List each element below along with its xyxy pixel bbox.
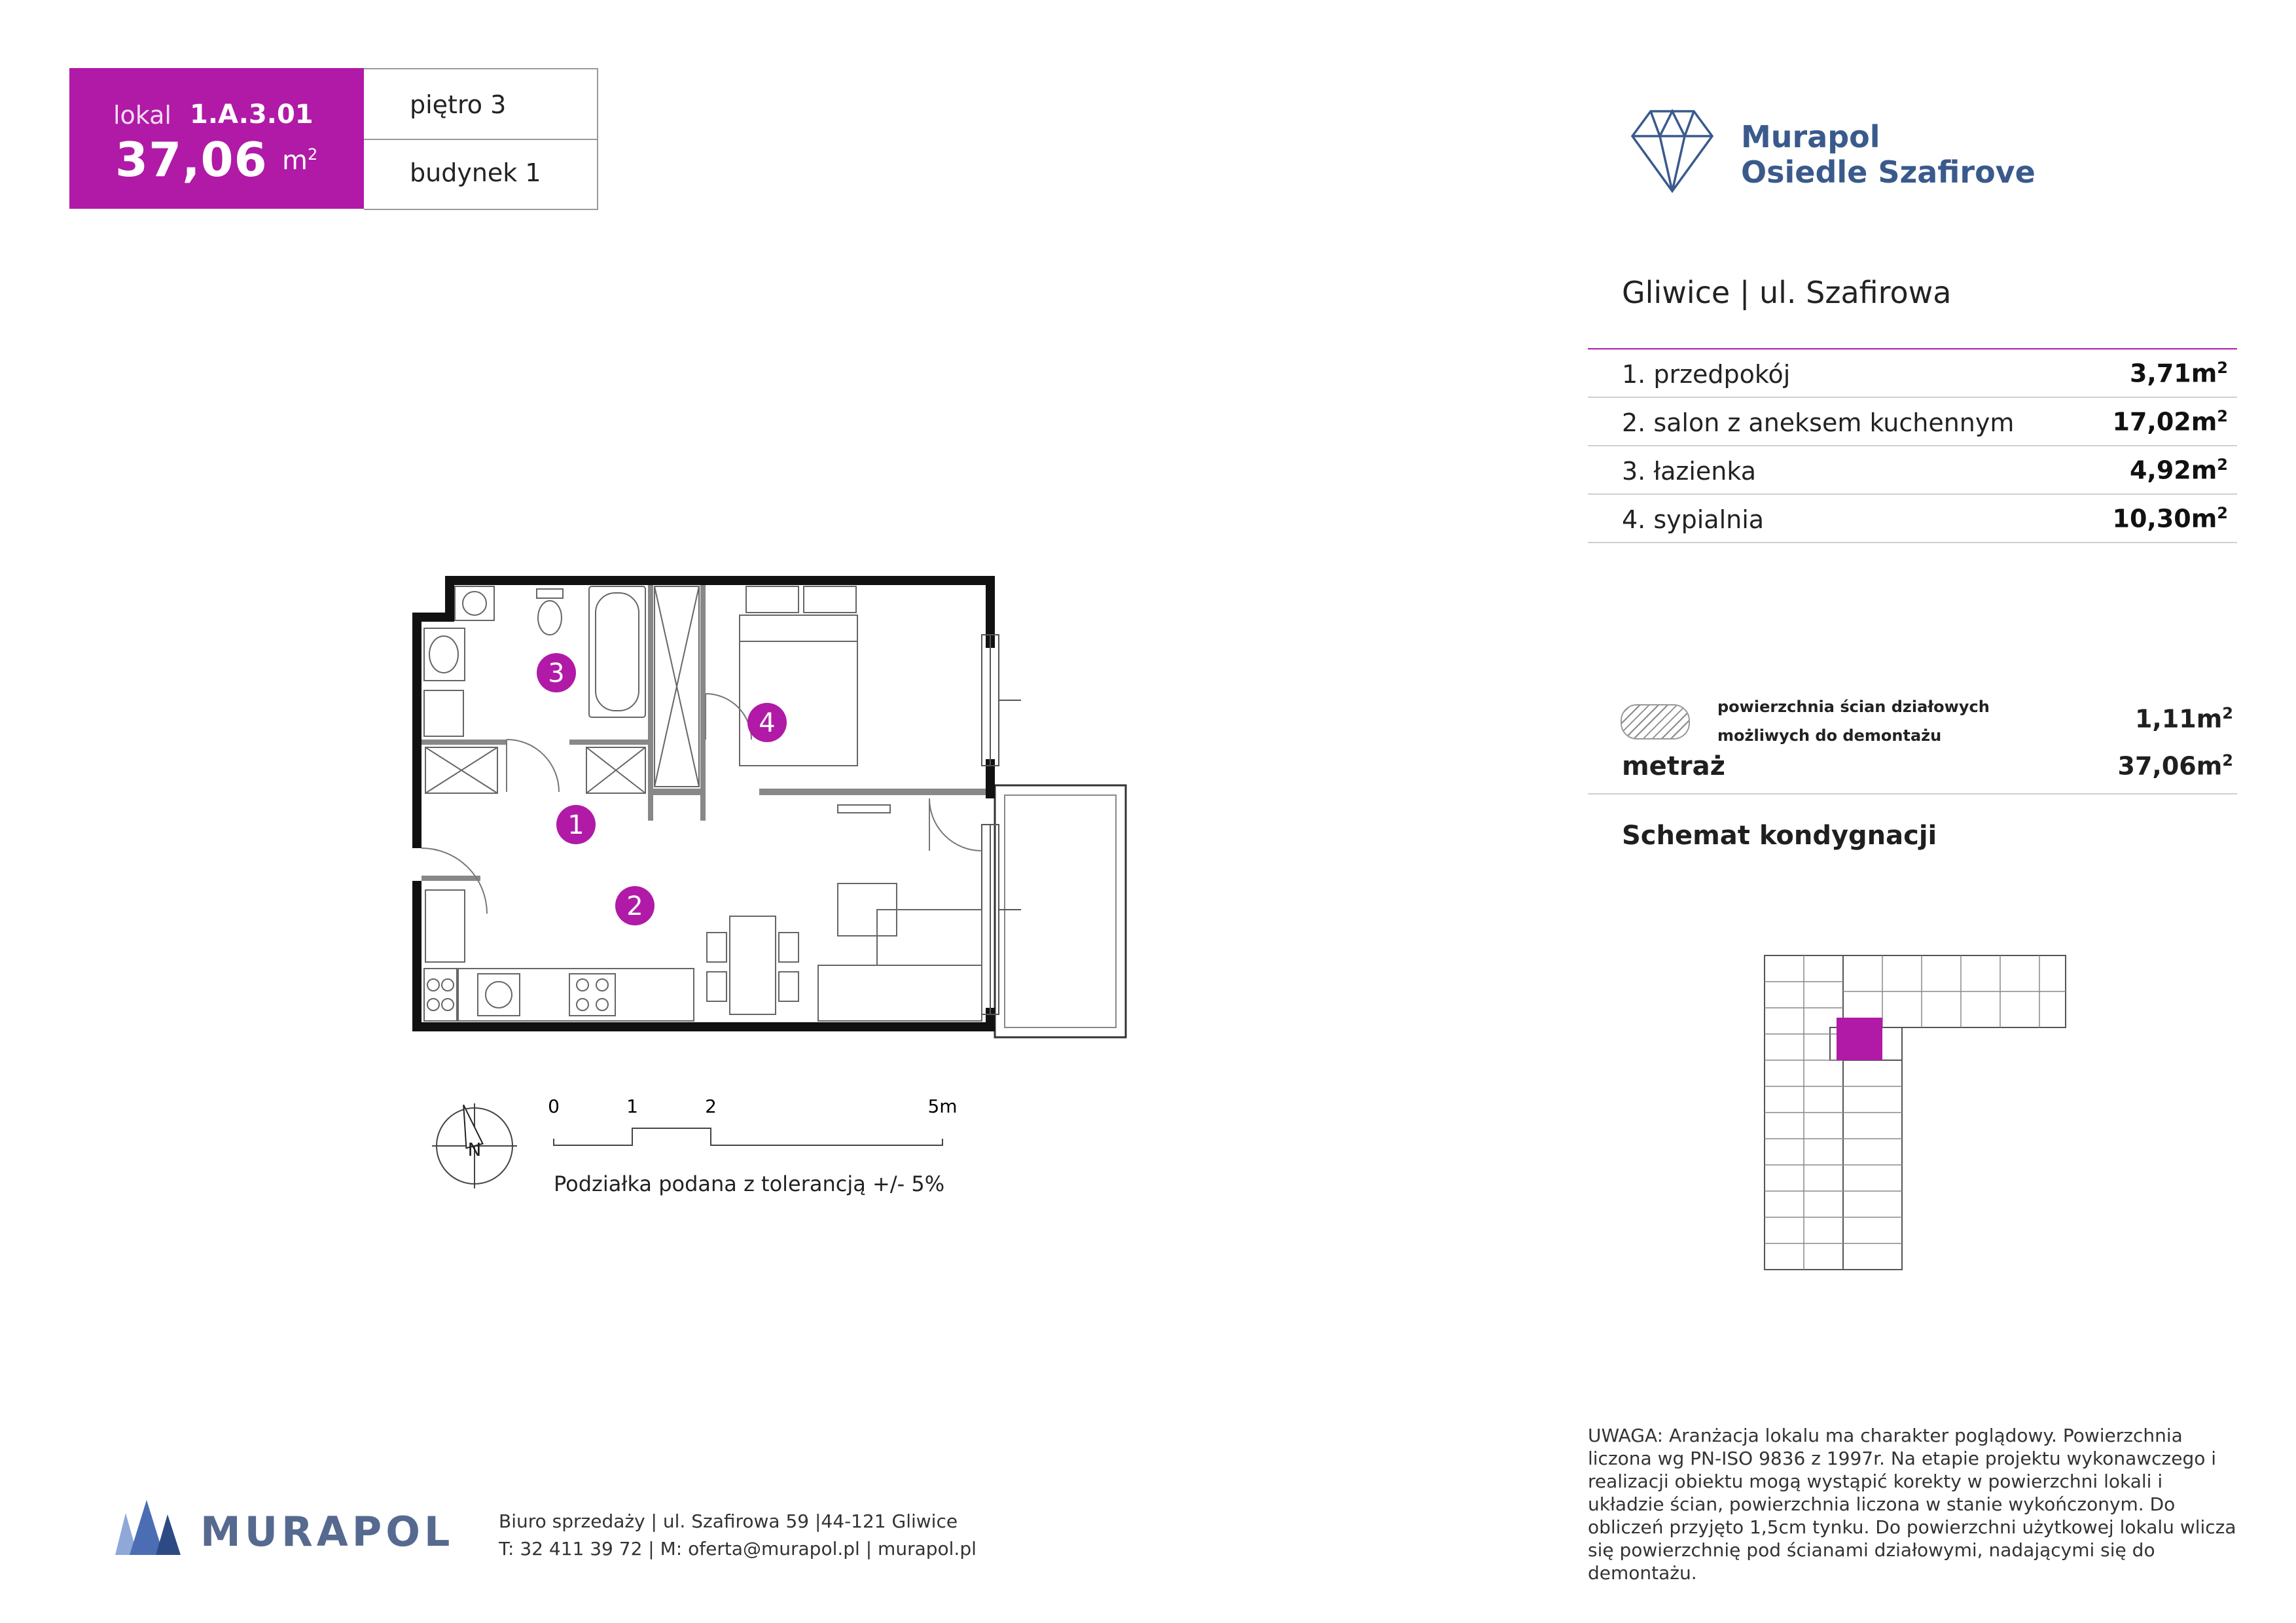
scale-tolerance: Podziałka podana z tolerancją +/- 5%: [554, 1171, 945, 1196]
metraz-label: metraż: [1622, 751, 1725, 781]
divider: [364, 139, 597, 140]
unit-code: 1.A.3.01: [190, 99, 314, 130]
unit-summary-box: [69, 68, 364, 209]
location-title: Gliwice | ul. Szafirowa: [1622, 275, 1952, 310]
schemat-title: Schemat kondygnacji: [1622, 821, 1937, 851]
unit-area-unit: $m^2$: [282, 145, 318, 176]
disclaimer-note: UWAGA: Aranżacja lokalu ma charakter poglądowy. Powierzchnia liczona wg PN-ISO 9836 z 1997r. Na etapie projektu wykonawczego i realizacji obiektu mogą wystąpić korekty w powierzchni lokali i układzie ścian, powierzchnia liczona w stanie wykończonym. Do obliczeń przyjęto 1,5cm tynku. Do powierzchni użytkowej lokalu wlicza się powierzchnię pod ścianami działowymi, nadającymi się do demontażu.: [1588, 1425, 2236, 1584]
diamond-logo-icon: [1630, 107, 1715, 195]
room-row: [1588, 398, 2237, 446]
balcony: [995, 785, 1126, 1037]
room-marker-label: 4: [759, 708, 776, 738]
divider: [1588, 793, 2237, 794]
windows: [982, 635, 1021, 1014]
room-area: $10,30m^2$: [2112, 504, 2228, 533]
brand-name: Murapol: [1741, 119, 1880, 154]
metraz-area: $37,06m^2$: [2117, 751, 2233, 781]
bathroom-fixtures: [424, 586, 645, 736]
interior-walls: [422, 585, 986, 881]
room-name: 1. przedpokój: [1622, 360, 1791, 389]
floor-plan: [393, 563, 1139, 1060]
partition-area: $1,11m^2$: [2134, 704, 2233, 734]
scale-bar: [543, 1093, 962, 1158]
room-area: $3,71m^2$: [2129, 359, 2228, 388]
room-row: [1588, 495, 2237, 543]
office-contact: T: 32 411 39 72 | M: oferta@murapol.pl | murapol.pl: [499, 1538, 977, 1560]
room-area: $4,92m^2$: [2129, 455, 2228, 485]
hatch-legend-icon: [1621, 704, 1690, 740]
floor-label: piętro 3: [410, 90, 507, 119]
murapol-logo-icon: [115, 1500, 181, 1555]
room-marker-label: 3: [548, 658, 565, 688]
office-address: Biuro sprzedaży | ul. Szafirowa 59 |44-121 Gliwice: [499, 1510, 958, 1532]
room-marker-label: 1: [567, 810, 584, 840]
room-name: 3. łazienka: [1622, 457, 1757, 486]
compass-icon: [425, 1097, 524, 1195]
room-row: [1588, 349, 2237, 398]
room-name: 2. salon z aneksem kuchennym: [1622, 408, 2015, 437]
living-furniture: [707, 805, 982, 1021]
rooms-table: [1588, 348, 2237, 543]
room-marker-label: 2: [626, 891, 643, 921]
scale-tick: 0: [548, 1096, 560, 1117]
room-name: 4. sypialnia: [1622, 505, 1765, 534]
scale-tick: 5m: [927, 1096, 958, 1117]
brand-project: Osiedle Szafirove: [1741, 154, 2036, 190]
compass-letter: N: [467, 1139, 482, 1160]
unit-label: lokal: [113, 101, 171, 130]
murapol-logo-text: MURAPOL: [200, 1508, 454, 1556]
room-area: $17,02m^2$: [2112, 407, 2228, 437]
highlighted-unit: [1837, 1018, 1882, 1060]
scale-tick: 1: [626, 1096, 638, 1117]
scale-tick: 2: [705, 1096, 717, 1117]
room-row: [1588, 446, 2237, 495]
floor-schematic: [1751, 942, 2085, 1283]
unit-area: 37,06: [115, 132, 268, 187]
partition-label: powierzchnia ścian działowych możliwych do demontażu: [1717, 698, 1990, 745]
building-label: budynek 1: [410, 158, 541, 187]
floor-building-box: [364, 68, 598, 210]
